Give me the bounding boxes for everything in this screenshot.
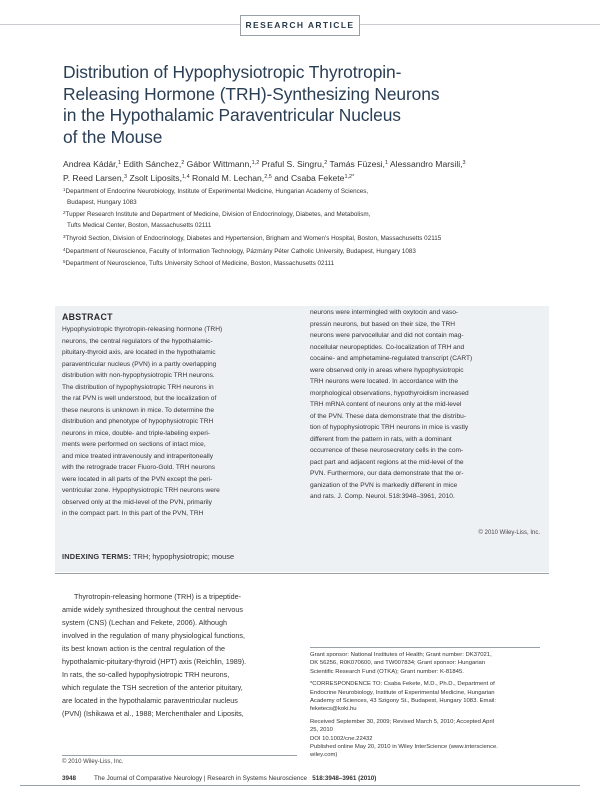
notes-rule	[310, 647, 540, 648]
abstract-line: TRH neurons were located. In accordance with the	[310, 378, 459, 385]
author-name: Gábor Wittmann,	[184, 159, 252, 169]
author-name: Praful S. Singru,	[259, 159, 325, 169]
author-affiliation-mark: 2	[181, 160, 185, 166]
article-type-banner: RESEARCH ARTICLE	[240, 15, 360, 36]
dates-line: Published online May 20, 2010 in Wiley InterScience (www.interscience.	[310, 744, 498, 751]
author-name: Tamás Füzesi,	[327, 159, 385, 169]
abstract-line: tion of hypophysiotropic TRH neurons in mice is vastly	[310, 424, 469, 431]
abstract-line: pact part and adjacent regions at the mid-level of the	[310, 458, 464, 466]
dates-line: Received September 30, 2009; Revised March 5, 2010; Accepted April	[310, 718, 495, 725]
abstract-line: The distribution of hypophysiotropic TRH neurons in	[62, 383, 214, 391]
body-line: its best known action is the central regulation of the	[62, 644, 226, 653]
abstract-line: neurons, the central regulators of the hypothalamic-	[62, 337, 213, 345]
author-affiliation-mark: 1,2	[251, 160, 260, 166]
affiliation-mark: 3	[63, 233, 66, 239]
abstract-line: nocellular neuropeptides. Co-localization of TRH and	[310, 343, 465, 351]
grant-line: Scientific Research Fund (OTKA); Grant number: K-81845.	[310, 668, 464, 675]
article-notes	[310, 651, 545, 760]
abstract-line: neurons in mice, double- and triple-labeling experi-	[62, 429, 211, 437]
author-affiliation-mark: 2,5	[264, 174, 272, 180]
correspondence-line: Academy of Sciences, 43 Szigony St., Budapest, Hungary 1083. Email:	[310, 698, 496, 705]
doi-line[interactable]: DOI 10.1002/cne.22432	[310, 735, 373, 742]
author-affiliation-mark: 1	[117, 160, 122, 166]
abstract-line: ventricular zone. Hypophysiotropic TRH neurons were	[62, 487, 220, 494]
author-name: and Csaba Fekete	[271, 173, 345, 183]
affiliation-mark: 2	[63, 210, 66, 216]
dates-line: 25, 2010	[310, 727, 333, 734]
abstract-line: morphological observations, hypothyroidism increased	[310, 389, 469, 397]
affiliation-text: Budapest, Hungary 1083	[67, 198, 137, 206]
author-name: Andrea Kádár,	[63, 159, 118, 169]
affiliation-line	[63, 208, 553, 221]
abstract-line: occurrence of these neurosecretory cells in the com-	[310, 447, 464, 454]
body-line: system (CNS) (Lechan and Fekete, 2006). Although	[62, 618, 227, 627]
author-list	[63, 157, 553, 185]
author-name: Alessandro Marsili,	[388, 159, 463, 169]
introduction-text	[62, 590, 297, 720]
abstract-line: and mice treated intravenously and intraperitoneally	[62, 452, 214, 460]
indexing-terms-values: TRH; hypophysiotropic; mouse	[131, 552, 235, 561]
author-name: Zsolt Liposits,	[127, 173, 182, 183]
author-affiliation-mark: 3	[462, 160, 466, 166]
abstract-line: pressin neurons, but based on their size, the TRH	[310, 320, 456, 328]
abstract-line: PVN. Furthermore, our data demonstrate that the or-	[310, 470, 464, 477]
abstract-line: of the PVN. These data demonstrate that the distribu-	[310, 412, 467, 420]
affiliation-text: Thyroid Section, Division of Endocrinology, Diabetes and Hypertension, Brigham and Women's Hospital, Boston, Massachusetts 02115	[65, 234, 442, 242]
author-affiliation-mark: 1,4	[182, 174, 190, 180]
author-affiliation-mark: 2	[324, 160, 328, 166]
abstract-line: paraventricular nucleus (PVN) in a partly overlapping	[62, 360, 217, 368]
affiliation-mark: 5	[63, 259, 66, 265]
abstract-line: were located in all parts of the PVN except the peri-	[62, 475, 213, 483]
author-name: P. Reed Larsen,	[63, 173, 124, 183]
journal-citation: 518:3948–3961 (2010)	[312, 775, 377, 782]
abstract-right-column	[310, 307, 542, 503]
affiliation-mark: 1	[63, 187, 66, 192]
affiliation-line	[63, 198, 553, 209]
affiliation-text: Department of Neuroscience, Tufts University School of Medicine, Boston, Massachusetts 02111	[65, 260, 335, 268]
title-line: Distribution of Hypophysiotropic Thyrotropin-	[63, 62, 402, 82]
affiliation-line	[63, 245, 553, 258]
page-footer	[62, 775, 376, 782]
correspondence-email[interactable]: feketecs@koki.hu	[310, 706, 357, 713]
affiliation-line	[63, 232, 553, 245]
affiliation-line	[63, 257, 553, 270]
indexing-rule	[55, 573, 549, 574]
author-line	[63, 171, 553, 185]
journal-name: The Journal of Comparative Neurology | Research in Systems Neuroscience	[94, 775, 308, 782]
body-line: (PVN) (Ishikawa et al., 1988; Merchenthaler and Liposits,	[62, 709, 244, 718]
body-line: Thyrotropin-releasing hormone (TRH) is a tripeptide-	[74, 592, 241, 601]
abstract-line: Hypophysiotropic thyrotropin-releasing hormone (TRH)	[62, 326, 223, 333]
affiliation-mark: 4	[63, 246, 66, 252]
author-name: Ronald M. Lechan,	[189, 173, 265, 183]
abstract-line: cocaine- and amphetamine-regulated transcript (CART)	[310, 355, 473, 362]
affiliation-text: Department of Endocrine Neurobiology, Institute of Experimental Medicine, Hungarian Academy of Sciences,	[65, 188, 369, 195]
abstract-line: ments were performed on sections of intact mice,	[62, 441, 206, 448]
abstract-line: neurons were intermingled with oxytocin and vaso-	[310, 309, 459, 316]
author-line	[63, 157, 553, 171]
abstract-heading: ABSTRACT	[62, 312, 113, 322]
page-number: 3948	[62, 775, 77, 782]
article-title	[63, 62, 533, 148]
abstract-line: the rat PVN is well understood, but the localization of	[62, 395, 217, 402]
abstract-line: neurons were parvocellular and did not contain mag-	[310, 332, 464, 339]
body-line: amide widely synthesized throughout the central nervous	[62, 605, 243, 614]
affiliation-text: Department of Neuroscience, Faculty of Information Technology, Pázmány Péter Catholic University, Budapest, Hungary 1083	[65, 247, 416, 255]
abstract-line: and rats. J. Comp. Neurol. 518:3948–3961, 2010.	[310, 493, 455, 500]
abstract-left-column	[62, 324, 295, 520]
author-name: Edith Sánchez,	[121, 159, 182, 169]
affiliation-text: Tufts Medical Center, Boston, Massachusetts 02111	[67, 222, 212, 230]
affiliation-line	[63, 185, 553, 198]
grant-line: Grant sponsor: National Institutes of Health; Grant number: DK37021,	[310, 652, 492, 658]
copyright-rule	[62, 755, 297, 756]
author-affiliation-mark: 1	[384, 160, 389, 166]
affiliation-line	[63, 221, 553, 232]
abstract-line: different from the pattern in rats, with a dominant	[310, 435, 452, 443]
abstract-line: distribution and phenotype of hypophysiotropic TRH	[62, 418, 214, 425]
abstract-copyright: © 2010 Wiley-Liss, Inc.	[478, 530, 540, 536]
correspondence-line: *CORRESPONDENCE TO: Csaba Fekete, M.D., Ph.D., Department of	[310, 681, 495, 688]
footer-rule	[20, 785, 580, 786]
body-line: hypothalamic-pituitary-thyroid (HPT) axis (Reichlin, 1989).	[62, 657, 247, 666]
title-line: Releasing Hormone (TRH)-Synthesizing Neurons	[63, 83, 440, 104]
abstract-line: ganization of the PVN is markedly different in mice	[310, 481, 458, 489]
abstract-line: these neurons is unknown in mice. To determine the	[62, 406, 214, 414]
indexing-terms-label: INDEXING TERMS:	[62, 552, 132, 561]
grant-line: DK 56256, R0K070600, and TW007834; Grant sponsor: Hungarian	[310, 660, 486, 667]
abstract-line: with the retrograde tracer Fluoro-Gold. TRH neurons	[62, 464, 216, 471]
indexing-terms	[62, 552, 234, 561]
author-affiliation-mark: 1,2*	[344, 174, 355, 180]
author-affiliation-mark: 3	[124, 174, 128, 180]
affiliation-text: Tupper Research Institute and Department of Medicine, Division of Endocrinology, Diabetes, and Metabolism,	[65, 211, 371, 219]
affiliation-list	[63, 185, 553, 270]
abstract-line: distribution with non-hypophysiotropic TRH neurons.	[62, 372, 215, 379]
body-line: involved in the regulation of many physiological functions,	[62, 631, 245, 640]
abstract-line: were observed only in areas where hypophysiotropic	[310, 366, 464, 374]
body-line: In rats, the so-called hypophysiotropic TRH neurons,	[62, 670, 230, 679]
correspondence-line: Endocrine Neurobiology, Institute of Experimental Medicine, Hungarian	[310, 689, 495, 696]
body-line: are located in the hypothalamic paraventricular nucleus	[62, 696, 238, 705]
title-line: in the Hypothalamic Paraventricular Nucleus	[63, 105, 401, 125]
body-line: which regulate the TSH secretion of the anterior pituitary,	[62, 683, 243, 692]
title-line: of the Mouse	[63, 126, 163, 147]
abstract-line: pituitary-thyroid axis, are located in the hypothalamic	[62, 349, 216, 356]
abstract-line: observed only at the mid-level of the PVN, primarily	[62, 498, 212, 506]
dates-line: wiley.com)	[310, 752, 338, 759]
abstract-line: TRH mRNA content of neurons only at the mid-level	[310, 401, 462, 408]
wiley-copyright: © 2010 Wiley-Liss, Inc.	[62, 759, 124, 765]
abstract-line: in the compact part. In this part of the PVN, TRH	[62, 510, 204, 517]
